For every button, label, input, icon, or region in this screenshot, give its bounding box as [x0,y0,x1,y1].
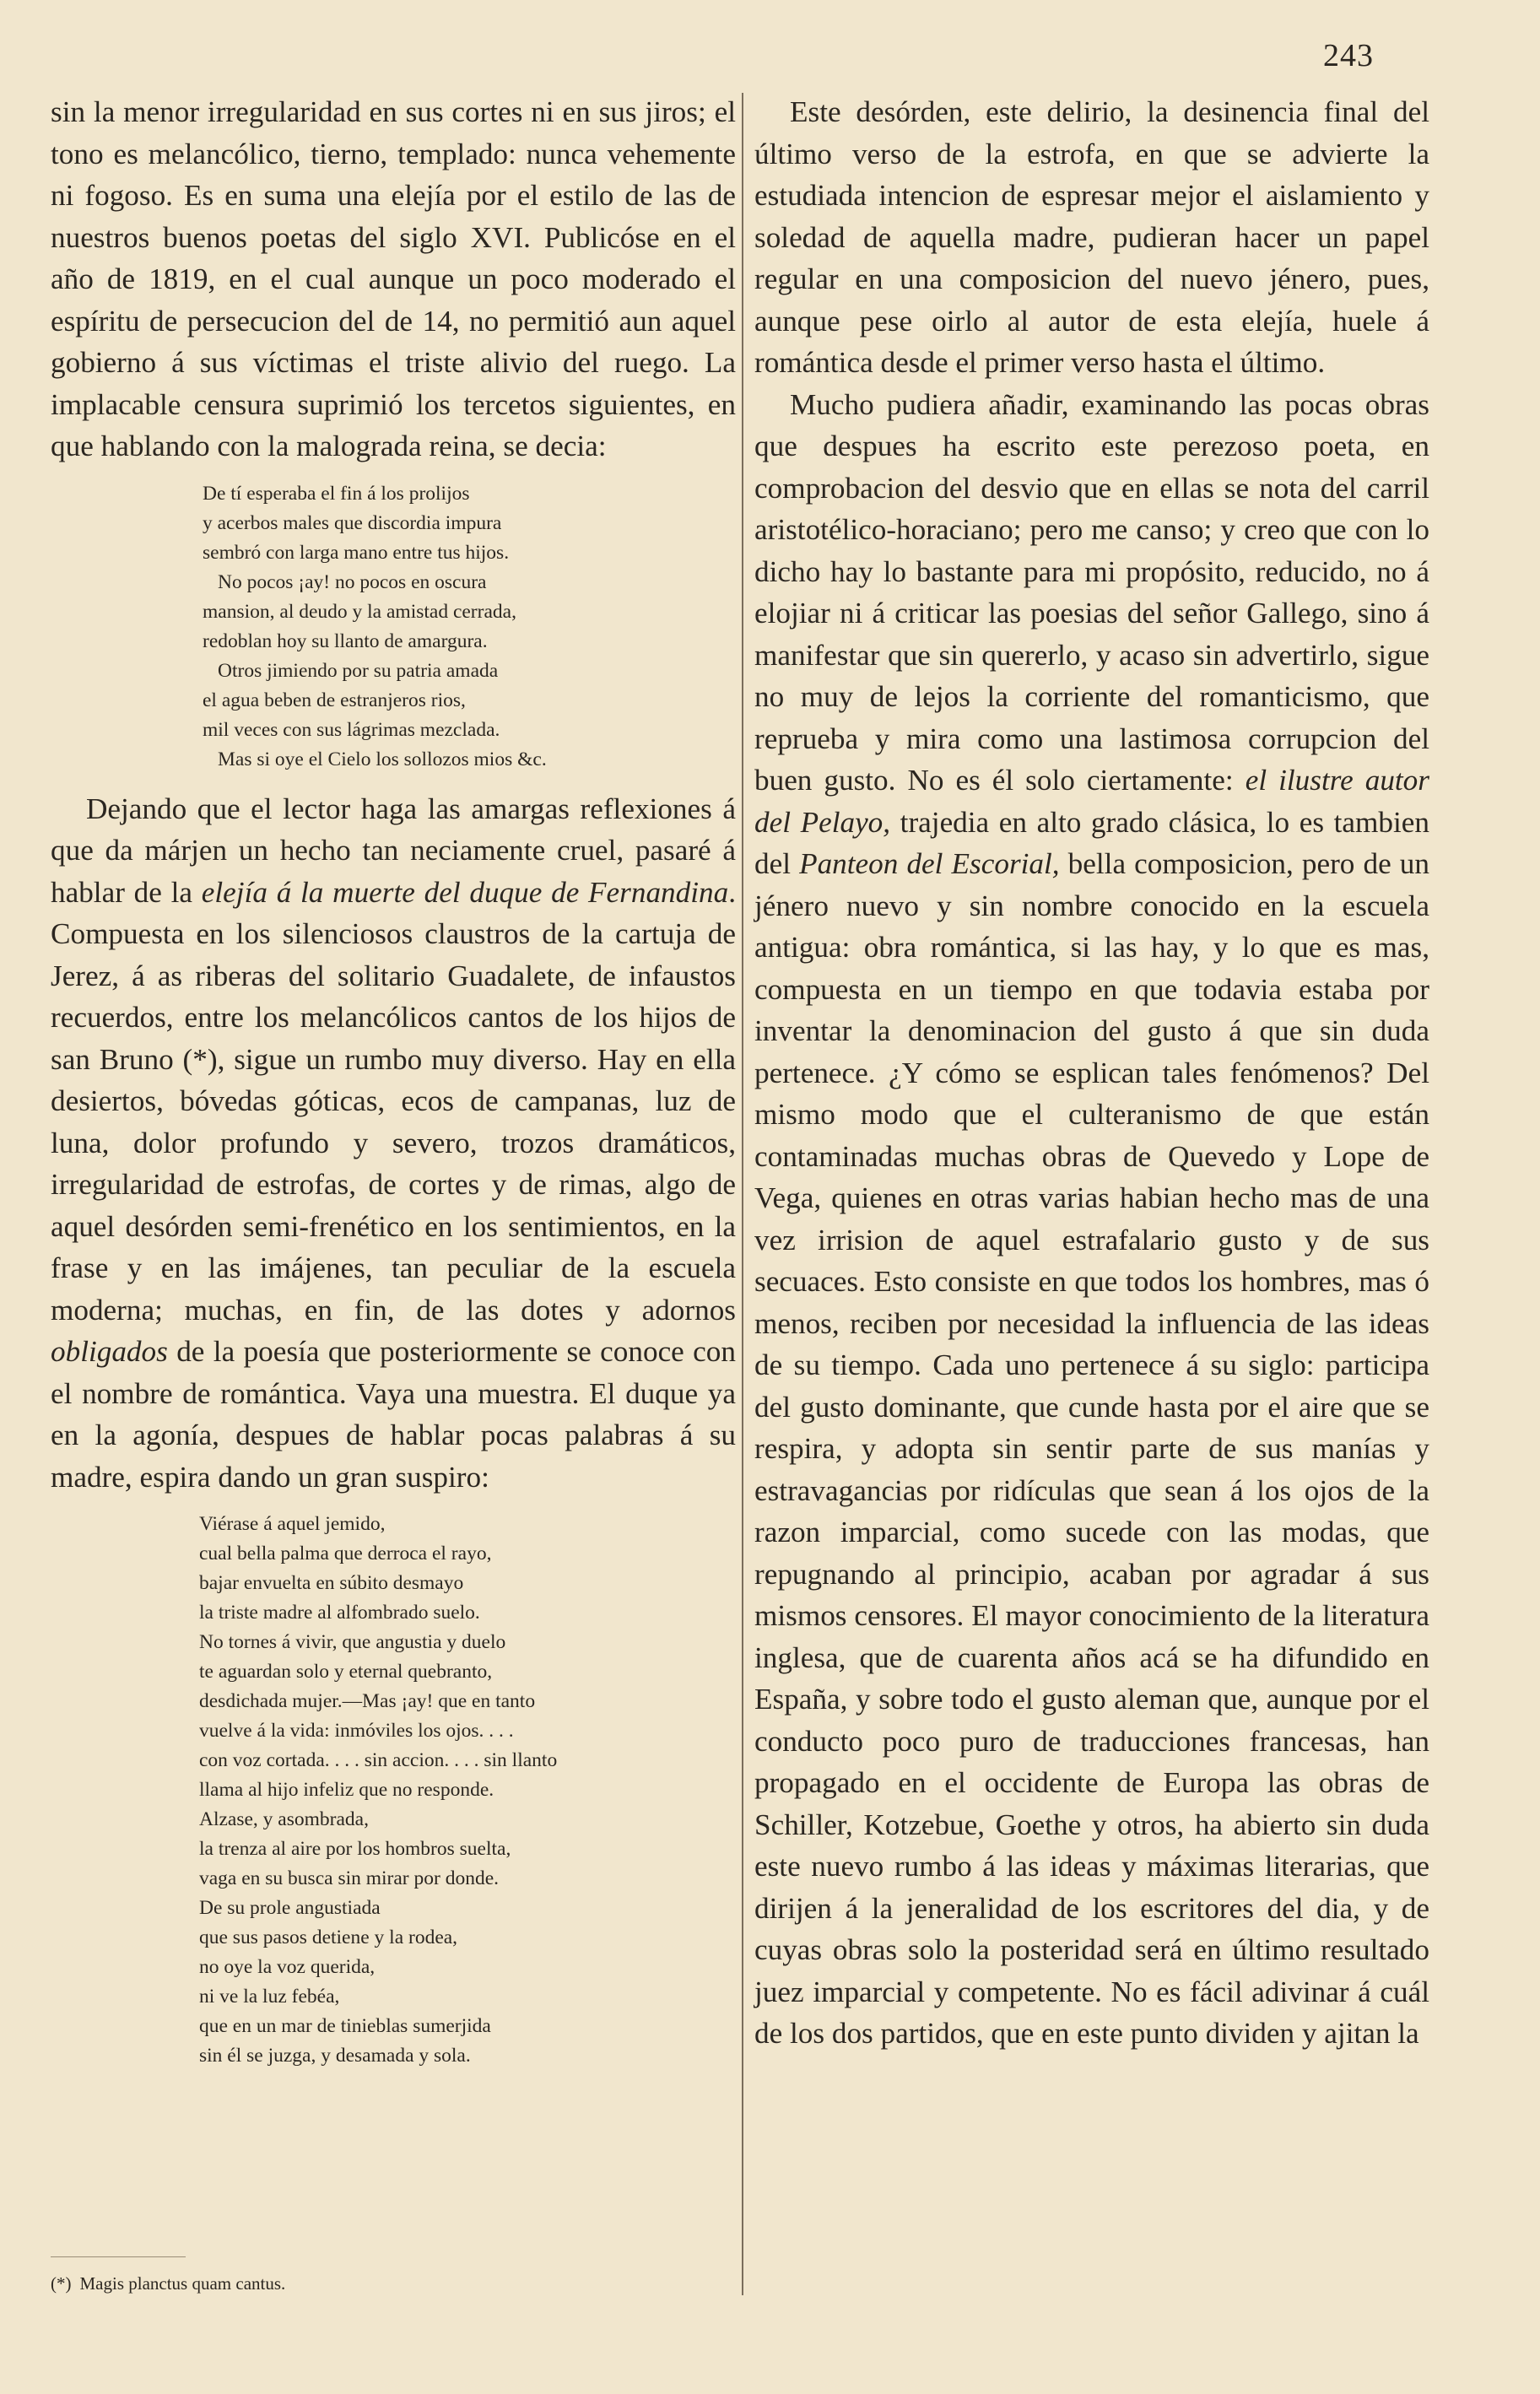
verse-line: mansion, al deudo y la amistad cerrada, [203,600,516,623]
verse-line: bajar envuelta en súbito desmayo [199,1572,464,1594]
verse-line: De tí esperaba el fin á los prolijos [203,482,470,505]
verse-line: no oye la voz querida, [199,1956,376,1978]
footnote-mark: (*) [51,2273,72,2294]
verse-line: ni ve la luz febéa, [199,1986,340,2008]
footnote-text: Magis planctus quam cantus. [79,2273,286,2294]
elegy-title: elejía á la muerte del duque de Fernandina [201,875,729,909]
verse-line: cual bella palma que derroca el rayo, [199,1543,492,1564]
verse-line: sembró con larga mano entre tus hijos. [203,541,510,564]
text-run: Dejando que el lector haga las amargas reflexiones á que da márjen un hecho tan neciamente cruel, pasaré á hablar de la [51,792,736,909]
verse-line: sin él se juzga, y desamada y sola. [199,2045,471,2067]
verse-line: llama al hijo infeliz que no responde. [199,1779,494,1801]
verse-line: que sus pasos detiene y la rodea, [199,1927,458,1948]
footnote-rule [51,2256,186,2257]
verse-line: te aguardan solo y eternal quebranto, [199,1661,493,1683]
verse-line: que en un mar de tinieblas sumerjida [199,2015,491,2037]
verse-line: No tornes á vivir, que angustia y duelo [199,1631,506,1653]
verse-line: la triste madre al alfombrado suelo. [199,1602,480,1624]
verse-line: desdichada mujer.—Mas ¡ay! que en tanto [199,1690,536,1712]
emphasis-panteon: Panteon del Escorial, [799,847,1060,880]
verse-line: vuelve á la vida: inmóviles los ojos. . . . [199,1720,514,1742]
left-paragraph-1: sin la menor irregularidad en sus cortes ni en sus jiros; el tono es melancólico, tierno, templado: nunca vehemente ni fogoso. Es en suma una elejía por el estilo de las de nuestros buenos poetas del siglo XVI. Publicóse en el año de 1819, en el cual aunque un poco moderado el espíritu de persecucion del de 14, no permitió aun aquel gobierno á sus víctimas el triste alivio del ruego. La implacable censura suprimió los tercetos siguientes, en que hablando con la malograda reina, se decia: [51,95,736,462]
verse-line: redoblan hoy su llanto de amargura. [203,630,488,652]
verse-line: la trenza al aire por los hombros suelta, [199,1838,511,1860]
emphasis-pelayo-author: el ilustre autor del Pelayo, [754,764,1429,839]
text-run: de la poesía que posteriormente se conoce con el nombre de romántica. Vaya una muestra. El duque ya en la agonía, despues de hablar pocas palabras á su madre, espira dando un gran suspiro: [51,1335,736,1494]
left-paragraph-2 [51,788,736,1499]
text-run: Mucho pudiera añadir, examinando las pocas obras que despues ha escrito este perezoso poeta, en comprobacion del desvio que en ellas se nota del carril aristotélico-horaciano; pero me canso; y creo que con lo dicho hay lo bastante para mi propósito, reducido, no á elojiar ni á criticar las poesias del señor Gallego, sino á manifestar que sin quererlo, y acaso sin advertirlo, sigue no muy de lejos la corriente del romanticismo, que reprueba y mira como una lastimosa corrupcion del buen gusto. No es él solo ciertamente: [754,387,1429,797]
text-run: . Compuesta en los silenciosos claustros de la cartuja de Jerez, á as riberas del solitario Guadalete, de infaustos recuerdos, entre los melancólicos cantos de los hijos de san Bruno (*), sigue un rumbo muy diverso. Hay en ella desiertos, bóvedas góticas, ecos de campanas, luz de luna, dolor profundo y severo, trozos dramáticos, irregularidad de estrofas, de cortes y de rimas, algo de aquel desórden semi-frenético en los sentimientos, en la frase y en las imájenes, tan peculiar de la escuela moderna; muchas, en fin, de las dotes y adornos [51,875,736,1327]
verse-line: Otros jimiendo por su patria amada [218,659,499,682]
verse-line: con voz cortada. . . . sin accion. . . . sin llanto [199,1749,558,1771]
text-run: trajedia en alto grado clásica, lo es tambien del [754,805,1429,880]
verse-line: No pocos ¡ay! no pocos en oscura [218,570,487,593]
column-divider [742,93,743,2295]
verse-block-tercets [51,479,736,775]
right-paragraph-2 [754,384,1429,2055]
verse-line: y acerbos males que discordia impura [203,511,502,534]
emphasis-obligados: obligados [51,1335,168,1368]
right-column [754,91,1429,2055]
footnote [51,2273,285,2294]
verse-block-elegy [51,1510,736,2071]
right-paragraph-1: Este desórden, este delirio, la desinencia final del último verso de la estrofa, en que se advierte la estudiada intencion de espresar mejor el aislamiento y soledad de aquella madre, pudieran hacer un papel regular en una composicion del nuevo jénero, pues, aunque pese oirlo al autor de esta elejía, huele á romántica desde el primer verso hasta el último. [754,95,1429,379]
verse-line: Viérase á aquel jemido, [199,1513,386,1535]
page-number: 243 [1323,38,1374,73]
verse-line: Alzase, y asombrada, [199,1808,369,1830]
verse-line: mil veces con sus lágrimas mezclada. [203,718,500,741]
text-run: bella composicion, pero de un jénero nuevo y sin nombre conocido en la escuela antigua: obra romántica, si las hay, y lo que es mas, compuesta en un tiempo en que todavia estaba por inventar la denominacion del gusto á que sin duda pertenece. ¿Y cómo se esplican tales fenómenos? Del mismo modo que el culteranismo de que están contaminadas muchas obras de Quevedo y Lope de Vega, quienes en otras varias habian hecho mas de una vez irrision de aquel estrafalario gusto y de sus secuaces. Esto consiste en que todos los hombres, mas ó menos, reciben por necesidad la influencia de las ideas de su tiempo. Cada uno pertenece á su siglo: participa del gusto dominante, que cunde hasta por el aire que se respira, y adopta sin sentir parte de sus manías y estravagancias por ridículas que sean á los ojos de la razon imparcial, como sucede con las modas, que repugnando al principio, acaban por agradar á sus mismos censores. El mayor conocimiento de la literatura inglesa, que de cuarenta años acá se ha difundido en España, y sobre todo el gusto aleman que, aunque por el conducto poco puro de traducciones francesas, han propagado en el occidente de Europa las obras de Schiller, Kotzebue, Goethe y otros, ha abierto sin duda este nuevo rumbo á las ideas y máximas literarias, que dirijen á la jeneralidad de los escritores del dia, y de cuyas obras solo la posteridad será en último resultado juez imparcial y competente. No es fácil adivinar á cuál de los dos partidos, que en este punto dividen y ajitan la [754,847,1429,2050]
left-column [51,91,736,2084]
verse-line: vaga en su busca sin mirar por donde. [199,1867,500,1889]
verse-line: el agua beben de estranjeros rios, [203,689,466,711]
verse-line: Mas si oye el Cielo los sollozos mios &c. [218,748,547,770]
verse-line: De su prole angustiada [199,1897,381,1919]
